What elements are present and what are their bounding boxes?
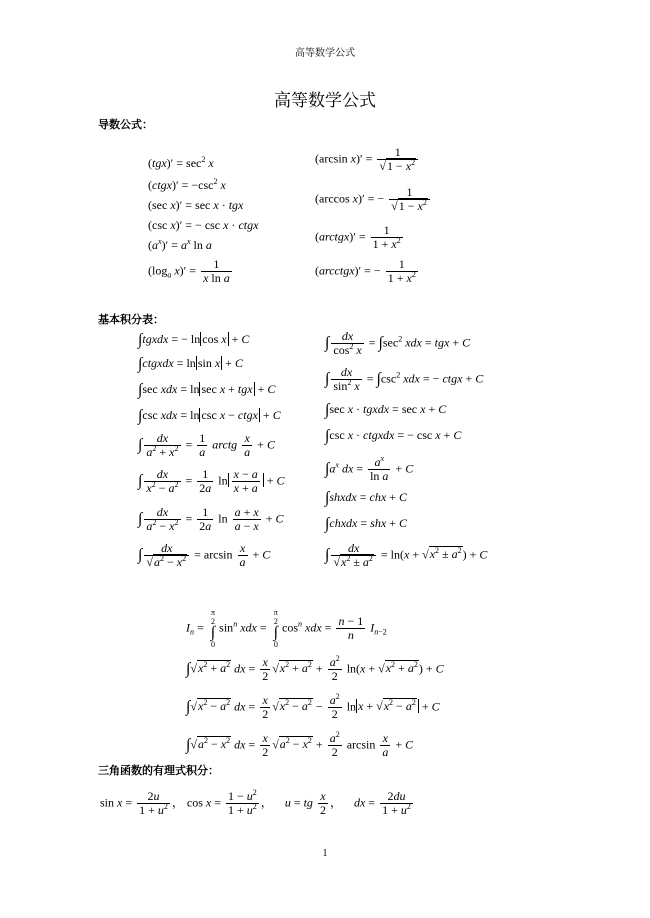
page-number: 1 [322, 848, 328, 859]
integral-sqrt-x2-minus-a2: $\int√x^2 - a^2$ dx = $\frac{x}{2}$ $√x^2 - a^2$ − $\frac{a^2}{2}$ $\ln x + √x^2 - a^2 + C$ [186, 692, 440, 721]
integral-tan: ∫tgxdx = − ln cos x + C [138, 331, 250, 349]
section-trig-rational: 三角函数的有理式积分： [98, 764, 219, 777]
integral-exp: $\int a^x$ dx = $\frac{a^x}{\text{ln a}}$ + C [325, 454, 414, 483]
integral-log-sqrt: ∫ $\frac{dx}{√x^2 \pm a^2}$ = $\ln(x + √x^2 \pm a^2) + C$ [325, 541, 488, 569]
integral-a2-plus-x2: ∫ $\frac{dx}{a^2 + x^2}$ = $\frac{1}{a}$ arctg $\frac{x}{a}$ + C [138, 431, 275, 459]
integral-sqrt-x2-plus-a2: $\int√x^2 + a^2$ dx = $\frac{x}{2}$ $√x^2 + a^2$ + $\frac{a^2}{2}$ $\ln(x + √x^2 + a^2) + C$ [186, 654, 444, 683]
formula-d-arcsin: (arcsin x)′ = $\frac{1}{√1 - x^2}$ [315, 146, 420, 173]
formula-d-cot: (ctgx)′ = $-\csc^2$ x [148, 177, 226, 192]
integral-sec-tan: ∫sec x · tgxdx = sec x + C [325, 401, 447, 419]
formula-d-sec: (sec x)′ = sec x · tgx [148, 198, 244, 212]
formula-d-arccot: (arcctgx)′ = − $\frac{1}{1 + x^2}$ [315, 257, 416, 285]
integral-x2-minus-a2: ∫ $\frac{dx}{x^2 - a^2}$ = $\frac{1}{2a}$ ln $\frac{x - a}{x + a}$ + C [138, 467, 285, 495]
formula-d-arctan: (arctgx)′ = $\frac{1}{1 + x^2}$ [315, 223, 401, 251]
page-title: 高等数学公式 [274, 91, 376, 111]
integral-csc2: ∫ $\frac{dx}{\sin^2 x}$ = $\int\csc^2$ xdx = − ctgx + C [325, 365, 484, 393]
formula-d-exp: $(a^x)' = a^x$ ln a [148, 237, 212, 252]
integral-sinh: ∫shxdx = chx + C [325, 489, 407, 507]
formula-d-arccos: (arccos x)′ = − $\frac{1}{√1 - x^2}$ [315, 186, 432, 213]
integral-arcsin: ∫ $\frac{dx}{√a^2 - x^2}$ = arcsin $\frac{x}{a}$ + C [138, 541, 271, 569]
section-derivatives: 导数公式： [98, 118, 153, 131]
integral-csc: ∫csc xdx = ln csc x − ctgx + C [138, 407, 281, 425]
formula-weierstrass: sin x = $\frac{2u}{1 + u^2}$ ， cos x = $\frac{1 - u^2}{1 + u^2}$ ， u = tg $\frac{x}{2}$ ， dx = $\frac{2du}{1 + u^2}$ [100, 788, 411, 817]
integral-sqrt-a2-minus-x2: $\int√a^2 - x^2$ dx = $\frac{x}{2}$ $√a^2 - x^2$ + $\frac{a^2}{2}$ arcsin $\frac{x}{a}$ + C [186, 730, 414, 759]
integral-cot: ∫ctgxdx = ln sin x + C [138, 355, 243, 373]
integral-sec2: ∫ $\frac{dx}{\cos^2 x}$ = $\int\sec^2$ xdx = tgx + C [325, 329, 471, 357]
formula-d-csc: (csc x)′ = − csc x · ctgx [148, 218, 259, 232]
integral-cosh: ∫chxdx = shx + C [325, 515, 407, 533]
section-integrals: 基本积分表： [98, 313, 164, 326]
formula-reduction-In: $I_n$ = π 2 ∫ 0 $\sin^n$ xdx = π 2 ∫ 0 $\cos^n$ xdx = $\frac{n - 1}{n}$ $I_{n-2}$ [186, 608, 387, 649]
integral-a2-minus-x2: ∫ $\frac{dx}{a^2 - x^2}$ = $\frac{1}{2a}$ ln $\frac{a + x}{a - x}$ + C [138, 505, 284, 533]
formula-d-tan: $(tgx)' = \sec^2 x$ [148, 155, 214, 170]
running-header: 高等数学公式 [295, 48, 355, 59]
formula-d-log: ($\log_a$ x)′ = $\frac{1}{\text{x ln a}}$ [148, 257, 230, 285]
integral-sec: ∫sec xdx = ln sec x + tgx + C [138, 381, 276, 399]
integral-csc-cot: ∫csc x · ctgxdx = − csc x + C [325, 427, 462, 445]
